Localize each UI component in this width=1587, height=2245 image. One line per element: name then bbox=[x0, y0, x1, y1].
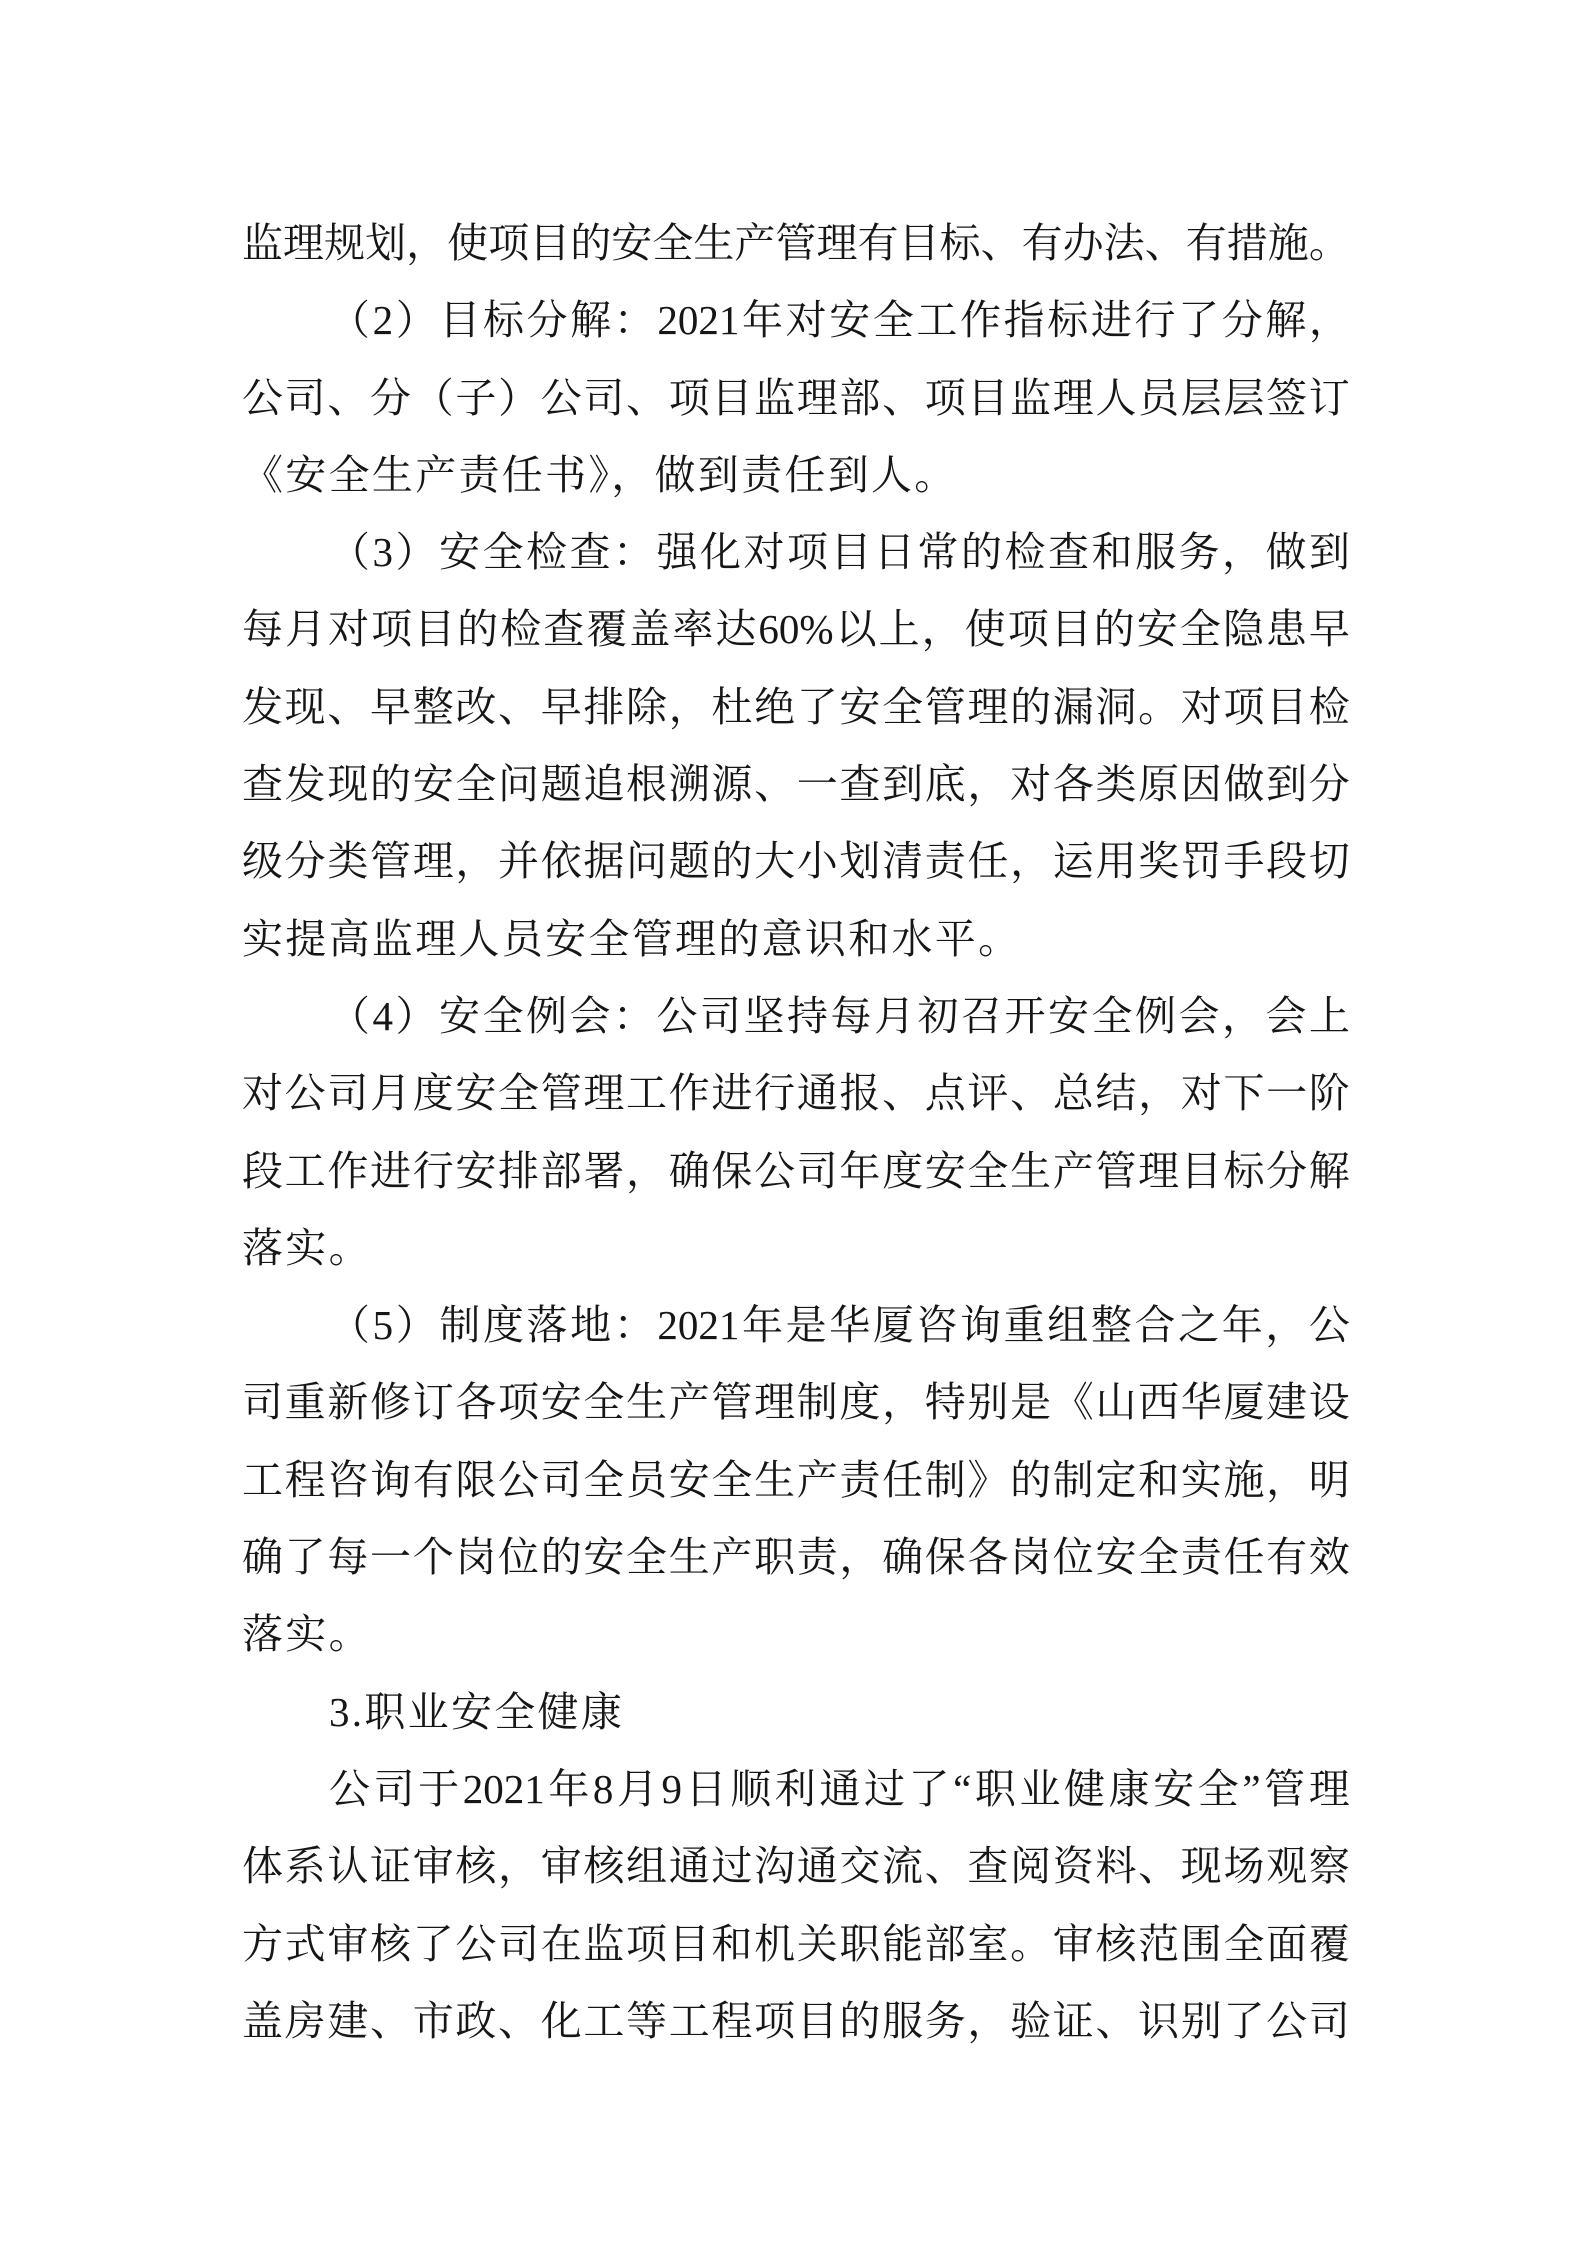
text-line: 体 系 认 证 审 核 ， 审 核 组 通 过 沟 通 交 流 、 查 阅 资 料 、 现 场 观 察 bbox=[242, 1843, 1350, 1890]
text-line: 级 分 类 管 理 ， 并 依 据 问 题 的 大 小 划 清 责 任 ， 运 用 奖 罚 手 段 切 bbox=[242, 838, 1350, 885]
document-body bbox=[242, 205, 1350, 2060]
text-line: 查 发 现 的 安 全 问 题 追 根 溯 源 、 一 查 到 底 ， 对 各 类 原 因 做 到 分 bbox=[242, 761, 1350, 808]
text-line: 公 司 于 2021 年 8 月 9 日 顺 利 通 过 了 “ 职 业 健 康 安 全 ” 管 理 bbox=[329, 1765, 1350, 1812]
text-line: 对 公 司 月 度 安 全 管 理 工 作 进 行 通 报 、 点 评 、 总 结 ， 对 下 一 阶 bbox=[242, 1070, 1350, 1117]
text-line: 每 月 对 项 目 的 检 查 覆 盖 率 达 60% 以 上 ， 使 项 目 的 安 全 隐 患 早 bbox=[242, 606, 1350, 653]
text-line: 落实。 bbox=[242, 1611, 372, 1658]
text-line: 确 了 每 一 个 岗 位 的 安 全 生 产 职 责 ， 确 保 各 岗 位 安 全 责 任 有 效 bbox=[242, 1534, 1350, 1581]
text-line: 段 工 作 进 行 安 排 部 署 ， 确 保 公 司 年 度 安 全 生 产 管 理 目 标 分 解 bbox=[242, 1147, 1350, 1194]
text-line: 实提高监理人员安全管理的意识和水平。 bbox=[242, 915, 1022, 962]
text-line: 司 重 新 修 订 各 项 安 全 生 产 管 理 制 度 ， 特 别 是 《 山 西 华 厦 建 设 bbox=[242, 1379, 1350, 1426]
text-line: （ 2 ） 目 标 分 解 ： 2021 年 对 安 全 工 作 指 标 进 行 了 分 解 ， bbox=[329, 297, 1350, 344]
text-line: 监 理 规 划 ， 使 项 目 的 安 全 生 产 管 理 有 目 标 、 有 办 法 、 有 措 施 。 bbox=[242, 220, 1350, 266]
text-line: 工 程 咨 询 有 限 公 司 全 员 安 全 生 产 责 任 制 》 的 制 定 和 实 施 ， 明 bbox=[242, 1456, 1350, 1503]
text-line: 公 司 、 分 （ 子 ） 公 司 、 项 目 监 理 部 、 项 目 监 理 人 员 层 层 签 订 bbox=[242, 374, 1350, 421]
text-line: 《安全生产责任书》，做到责任到人。 bbox=[242, 451, 958, 498]
text-line: 发 现 、 早 整 改 、 早 排 除 ， 杜 绝 了 安 全 管 理 的 漏 洞 。 对 项 目 检 bbox=[242, 683, 1350, 730]
text-line: （ 3 ） 安 全 检 查 ： 强 化 对 项 目 日 常 的 检 查 和 服 务 ， 做 到 bbox=[329, 529, 1350, 576]
text-line: 方 式 审 核 了 公 司 在 监 项 目 和 机 关 职 能 部 室 。 审 核 范 围 全 面 覆 bbox=[242, 1920, 1350, 1967]
text-line: 3.职业安全健康 bbox=[329, 1688, 625, 1735]
text-line: （ 5 ） 制 度 落 地 ： 2021 年 是 华 厦 咨 询 重 组 整 合 之 年 ， 公 bbox=[329, 1302, 1350, 1349]
text-line: 盖 房 建 、 市 政 、 化 工 等 工 程 项 目 的 服 务 ， 验 证 、 识 别 了 公 司 bbox=[242, 1997, 1350, 2044]
text-line: （ 4 ） 安 全 例 会 ： 公 司 坚 持 每 月 初 召 开 安 全 例 会 ， 会 上 bbox=[329, 992, 1350, 1039]
text-line: 落实。 bbox=[242, 1224, 372, 1271]
